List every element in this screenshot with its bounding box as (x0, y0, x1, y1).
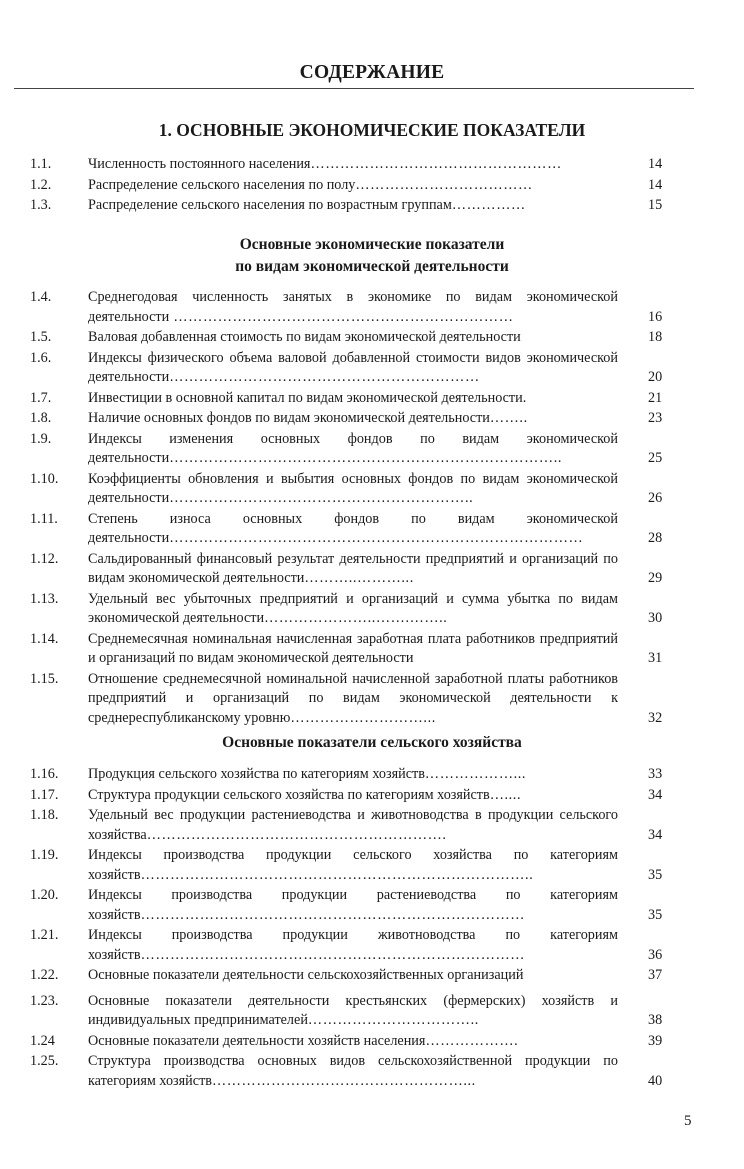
toc-entry-title (88, 196, 618, 216)
toc-leader-dots: …………………………………………………………………… (140, 906, 526, 923)
toc-entry-title (88, 846, 618, 885)
toc-entry-text: Инвестиции в основной капитал по видам экономической деятельности. (88, 389, 527, 406)
toc-entry-text: Распределение сельского населения по возрастным группам (88, 197, 452, 213)
toc-entry-number: 1.18. (30, 807, 59, 823)
toc-entry[interactable] (0, 328, 744, 348)
toc-entry-number: 1.8. (30, 410, 52, 426)
toc-entry-text: Среднегодовая численность занятых в экономике по видам экономической деятельности (88, 289, 618, 325)
toc-entry-text: Индексы производства продукции растениеводства по категориям хозяйств (88, 887, 618, 923)
toc-entry-text: Удельный вес убыточных предприятий и организаций и сумма убытка по видам экономической деятельности (88, 590, 618, 626)
toc-entry-title (88, 430, 618, 469)
toc-entry-number: 1.12. (30, 550, 59, 567)
toc-entry[interactable] (0, 846, 744, 885)
toc-entry-number: 1.17. (30, 786, 59, 803)
toc-entry-title (88, 806, 618, 845)
toc-entry-number: 1.1. (30, 156, 52, 172)
toc-entry[interactable] (0, 470, 744, 509)
toc-list-agriculture (0, 765, 744, 1092)
toc-entry-title (88, 349, 618, 388)
toc-entry-text: Распределение сельского населения по полу (88, 176, 356, 193)
toc-entry-text: Степень износа основных фондов по видам экономической деятельности (88, 510, 618, 546)
toc-entry-text: Продукция сельского хозяйства по категориям хозяйств (88, 766, 425, 782)
toc-entry-number: 1.22. (30, 967, 59, 983)
toc-entry-page: 35 (648, 906, 663, 923)
toc-entry-text: Основные показатели деятельности сельскохозяйственных организаций (88, 967, 524, 983)
toc-entry[interactable] (0, 806, 744, 845)
toc-entry-page: 30 (648, 610, 663, 626)
toc-entry-title (88, 550, 618, 589)
toc-entry-number: 1.15. (30, 670, 59, 687)
toc-entry-page: 28 (648, 530, 663, 546)
toc-entry[interactable] (0, 630, 744, 669)
toc-entry-text: Индексы изменения основных фондов по видам экономической деятельности (88, 430, 618, 466)
toc-entry-title (88, 389, 618, 409)
toc-entry-text: Структура продукции сельского хозяйства по категориям хозяйств (88, 786, 490, 803)
subsection-heading-economic-activity (0, 234, 744, 278)
toc-entry-page: 36 (648, 946, 663, 963)
toc-entry-number: 1.14. (30, 630, 59, 647)
section-heading-economic-indicators: 1. ОСНОВНЫЕ ЭКОНОМИЧЕСКИЕ ПОКАЗАТЕЛИ (158, 120, 586, 140)
toc-entry-title (88, 786, 618, 806)
toc-entry-text: Валовая добавленная стоимость по видам экономической деятельности (88, 329, 521, 345)
toc-entry-number: 1.21. (30, 927, 59, 943)
toc-entry-number: 1.10. (30, 470, 59, 487)
toc-leader-dots: …………………………………………………………………….. (140, 866, 534, 883)
toc-entry[interactable] (0, 1052, 744, 1091)
toc-entry-number: 1.16. (30, 766, 59, 782)
toc-entry-page: 38 (648, 1012, 663, 1028)
toc-entry-page: 32 (648, 709, 663, 726)
toc-entry-title (88, 765, 618, 785)
toc-entry-number: 1.4. (30, 289, 52, 305)
title-divider (14, 88, 694, 89)
toc-list-section1 (0, 155, 744, 217)
toc-entry-text: Коэффициенты обновления и выбытия основных фондов по видам экономической деятельности (88, 470, 618, 506)
toc-leader-dots: ………………. (425, 1032, 519, 1049)
toc-entry-text: Удельный вес продукции растениеводства и животноводства в продукции сельского хозяйства (88, 807, 618, 843)
toc-leader-dots: …………………………………………………………………… (140, 946, 526, 963)
toc-entry-number: 1.7. (30, 389, 52, 406)
page-title: СОДЕРЖАНИЕ (299, 62, 445, 83)
toc-leader-dots: ……………………………………………………… (169, 369, 480, 385)
toc-entry-title (88, 926, 618, 965)
toc-entry-title (88, 992, 618, 1031)
toc-entry-number: 1.5. (30, 329, 52, 345)
toc-entry-page: 34 (648, 786, 663, 803)
toc-entry-number: 1.24 (30, 1032, 55, 1049)
toc-entry-page: 21 (648, 389, 663, 406)
toc-entry[interactable] (0, 590, 744, 629)
toc-entry-page: 37 (648, 967, 663, 983)
toc-entry-title (88, 630, 618, 669)
toc-entry-page: 23 (648, 410, 663, 426)
toc-entry[interactable] (0, 992, 744, 1031)
toc-entry[interactable] (0, 349, 744, 388)
toc-entry-text: Численность постоянного населения (88, 156, 311, 172)
toc-entry-text: Основные показатели деятельности крестьянских (фермерских) хозяйств и индивидуальных предпринимателей (88, 992, 618, 1028)
toc-entry[interactable] (0, 1032, 744, 1052)
toc-entry-page: 16 (648, 308, 663, 325)
toc-leader-dots: ….... (489, 786, 522, 803)
toc-entry-text: Наличие основных фондов по видам экономической деятельности (88, 410, 490, 426)
toc-entry-page: 15 (648, 197, 663, 213)
toc-entry[interactable] (0, 176, 744, 196)
subsection-heading-line1: Основные экономические показатели (239, 236, 505, 253)
toc-entry[interactable] (0, 926, 744, 965)
toc-leader-dots: …………………………….. (307, 1012, 479, 1028)
toc-leader-dots: …………………………………………………………………….. (169, 450, 562, 466)
toc-leader-dots: ……………………………………………... (211, 1072, 476, 1089)
toc-entry-number: 1.23. (30, 992, 59, 1009)
toc-entry-text: Среднемесячная номинальная начисленная заработная плата работников предприятий и организаций по видам экономической деятельности (88, 630, 618, 666)
toc-entry-title (88, 288, 618, 327)
toc-entry-number: 1.11. (30, 510, 58, 527)
toc-entry[interactable] (0, 196, 744, 216)
toc-leader-dots: …………………………………………………………… (169, 308, 514, 325)
toc-leader-dots: …………………………………………… (310, 156, 562, 172)
toc-entry-page: 34 (648, 826, 663, 843)
toc-entry-number: 1.13. (30, 590, 59, 607)
toc-entry-title (88, 886, 618, 925)
toc-leader-dots: …………… (451, 197, 526, 213)
toc-entry-text: Основные показатели деятельности хозяйств населения (88, 1032, 426, 1049)
subsection-heading-line2: по видам экономической деятельности (235, 258, 509, 275)
toc-entry-text: Сальдированный финансовый результат деятельности предприятий и организаций по видам экономической деятельности (88, 550, 618, 586)
toc-entry-page: 40 (648, 1072, 663, 1089)
toc-leader-dots: ……………………………… (355, 176, 533, 193)
toc-entry-page: 14 (648, 156, 663, 172)
toc-entry-title (88, 1032, 618, 1052)
toc-entry-title (88, 155, 618, 175)
toc-entry-text: Отношение среднемесячной номинальной начисленной заработной платы работников предприятий и организаций по видам экономической деятельности к среднереспубликанскому уровню (88, 670, 618, 726)
toc-entry-number: 1.9. (30, 430, 52, 447)
toc-entry-page: 39 (648, 1032, 663, 1049)
toc-entry[interactable] (0, 886, 744, 925)
toc-entry-title (88, 409, 618, 429)
toc-entry-number: 1.6. (30, 349, 52, 366)
toc-entry[interactable] (0, 288, 744, 327)
toc-entry[interactable] (0, 510, 744, 549)
toc-leader-dots: ………………………………………………………………………… (169, 530, 584, 546)
toc-entry-number: 1.25. (30, 1053, 59, 1069)
toc-entry[interactable] (0, 966, 744, 986)
toc-entry[interactable] (0, 155, 744, 175)
toc-entry-page: 29 (648, 570, 663, 586)
toc-leader-dots: ………………... (424, 766, 527, 782)
toc-entry-title (88, 966, 618, 986)
toc-entry-number: 1.2. (30, 176, 52, 193)
toc-entry-title (88, 510, 618, 549)
toc-entry-title (88, 670, 618, 729)
toc-entry[interactable] (0, 389, 744, 409)
toc-entry-page: 33 (648, 766, 663, 782)
toc-leader-dots: ……………………………………………………. (146, 826, 447, 843)
toc-entry-title (88, 590, 618, 629)
toc-entry-text: Индексы производства продукции животноводства по категориям хозяйств (88, 927, 618, 963)
toc-leader-dots: ………..………... (304, 570, 414, 586)
toc-entry-text: Индексы производства продукции сельского хозяйства по категориям хозяйств (88, 847, 618, 883)
toc-entry[interactable] (0, 409, 744, 429)
toc-entry-title (88, 1052, 618, 1091)
toc-entry-page: 31 (648, 650, 663, 666)
toc-entry-number: 1.20. (30, 887, 59, 903)
toc-leader-dots: …….. (489, 410, 528, 426)
page-number: 5 (684, 1113, 692, 1129)
toc-entry-title (88, 176, 618, 196)
toc-entry-text: Индексы физического объема валовой добавленной стоимости видов экономической деятельности (88, 349, 618, 385)
toc-list-economic-activity (0, 288, 744, 729)
toc-entry-number: 1.3. (30, 197, 52, 213)
toc-entry-page: 26 (648, 490, 663, 506)
toc-entry[interactable] (0, 765, 744, 785)
toc-entry-page: 20 (648, 369, 663, 385)
toc-entry-page: 25 (648, 450, 663, 466)
toc-entry-title (88, 470, 618, 509)
toc-entry-title (88, 328, 618, 348)
toc-entry[interactable] (0, 670, 744, 729)
toc-leader-dots: …………………………………………………….. (169, 490, 474, 506)
toc-entry-page: 18 (648, 329, 663, 345)
toc-entry[interactable] (0, 786, 744, 806)
toc-entry[interactable] (0, 430, 744, 469)
toc-entry[interactable] (0, 550, 744, 589)
toc-entry-page: 14 (648, 176, 663, 193)
toc-entry-number: 1.19. (30, 847, 59, 863)
toc-entry-text: Структура производства основных видов сельскохозяйственной продукции по категориям хозяйств (88, 1053, 618, 1089)
toc-entry-page: 35 (648, 866, 663, 883)
toc-leader-dots: ………………………... (290, 709, 436, 726)
subsection-heading-agriculture: Основные показатели сельского хозяйства (222, 734, 522, 751)
toc-leader-dots: …………………..…….…….. (264, 610, 448, 626)
